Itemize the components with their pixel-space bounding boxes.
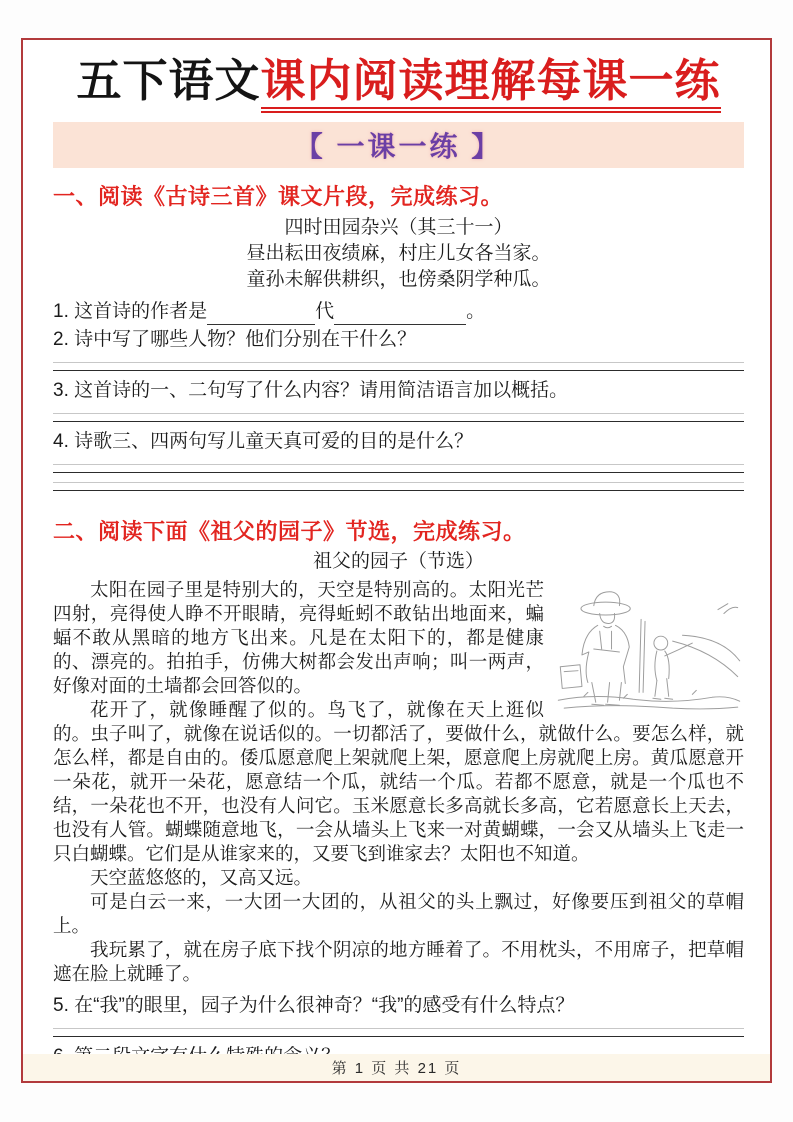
answer-line (53, 413, 744, 422)
question-5: 5. 在“我”的眼里，园子为什么很神奇？“我”的感受有什么特点？ (53, 994, 575, 1016)
passage-title: 祖父的园子（节选） (312, 550, 484, 572)
poem-block (53, 215, 744, 293)
section2-heading: 二、阅读下面《祖父的园子》节选，完成练习。 (53, 518, 526, 544)
question-4: 4. 诗歌三、四两句写儿童天真可爱的目的是什么？ (53, 430, 474, 452)
answer-line (53, 362, 744, 371)
answer-blank (207, 305, 315, 325)
section1-heading: 一、阅读《古诗三首》课文片段，完成练习。 (53, 183, 504, 209)
question-1 (53, 299, 744, 325)
answer-blank (334, 305, 466, 325)
lesson-practice-banner (53, 122, 744, 168)
page-title (53, 54, 744, 109)
banner-label: 【 一课一练 】 (294, 130, 503, 162)
question-1-prefix: 1. 这首诗的作者是 (53, 300, 208, 322)
grandfather-garden-illustration (552, 580, 744, 718)
passage-paragraph: 天空蓝悠悠的，又高又远。 (90, 866, 313, 888)
poem-title: 四时田园杂兴（其三十一） (284, 216, 513, 238)
footer (23, 1054, 770, 1081)
question-3: 3. 这首诗的一、二句写了什么内容？请用简洁语言加以概括。 (53, 379, 569, 401)
answer-line (53, 1028, 744, 1037)
passage-paragraph: 花开了，就像睡醒了似的。鸟飞了，就像在天上逛似的。虫子叫了，就像在说话似的。一切都活了，要做什么，就做什么。要怎么样，就怎么样，都是自由的。倭瓜愿意爬上架就爬上架，愿意爬上房就爬上房。黄瓜愿意开一朵花，就开一朵花，愿意结一个瓜，就结一个瓜。若都不愿意，就是一个瓜也不结，一朵花也不开，也没有人问它。玉米愿意长多高就长多高，它若愿意长上天去，也没有人管。蝴蝶随意地飞，一会从墙头上飞来一对黄蝴蝶，一会又从墙头上飞走一只白蝴蝶。它们是从谁家来的，又要飞到谁家去？太阳也不知道。 (53, 698, 744, 864)
question-1-mid: 代 (315, 300, 335, 322)
page-number: 第 1 页 共 21 页 (331, 1060, 462, 1077)
answer-line (53, 464, 744, 473)
question-2: 2. 诗中写了哪些人物？他们分别在干什么？ (53, 328, 417, 350)
question-1-suffix: 。 (466, 300, 486, 322)
page-border-frame (21, 38, 772, 1083)
poem-line: 昼出耘田夜绩麻，村庄儿女各当家。 (246, 242, 551, 264)
passage-block (53, 550, 744, 986)
passage-paragraph: 可是白云一来，一大团一大团的，从祖父的头上飘过，好像要压到祖父的草帽上。 (53, 890, 744, 936)
answer-line (53, 482, 744, 491)
passage-paragraph: 我玩累了，就在房子底下找个阴凉的地方睡着了。不用枕头，不用席子，把草帽遮在脸上就睡了。 (53, 938, 744, 984)
poem-line: 童孙未解供耕织，也傍桑阴学种瓜。 (246, 268, 551, 290)
page-title-black-part: 五下语文 (76, 55, 261, 106)
passage-paragraph: 太阳在园子里是特别大的，天空是特别高的。太阳光芒四射，亮得使人睁不开眼睛，亮得蚯蚓不敢钻出地面来，蝙蝠不敢从黑暗的地方飞出来。凡是在太阳下的，都是健康的、漂亮的。拍拍手，仿佛大树都会发出声响；叫一两声，好像对面的土墙都会回答似的。 (53, 578, 544, 696)
page-title-red-part: 课内阅读理解每课一练 (261, 55, 721, 113)
